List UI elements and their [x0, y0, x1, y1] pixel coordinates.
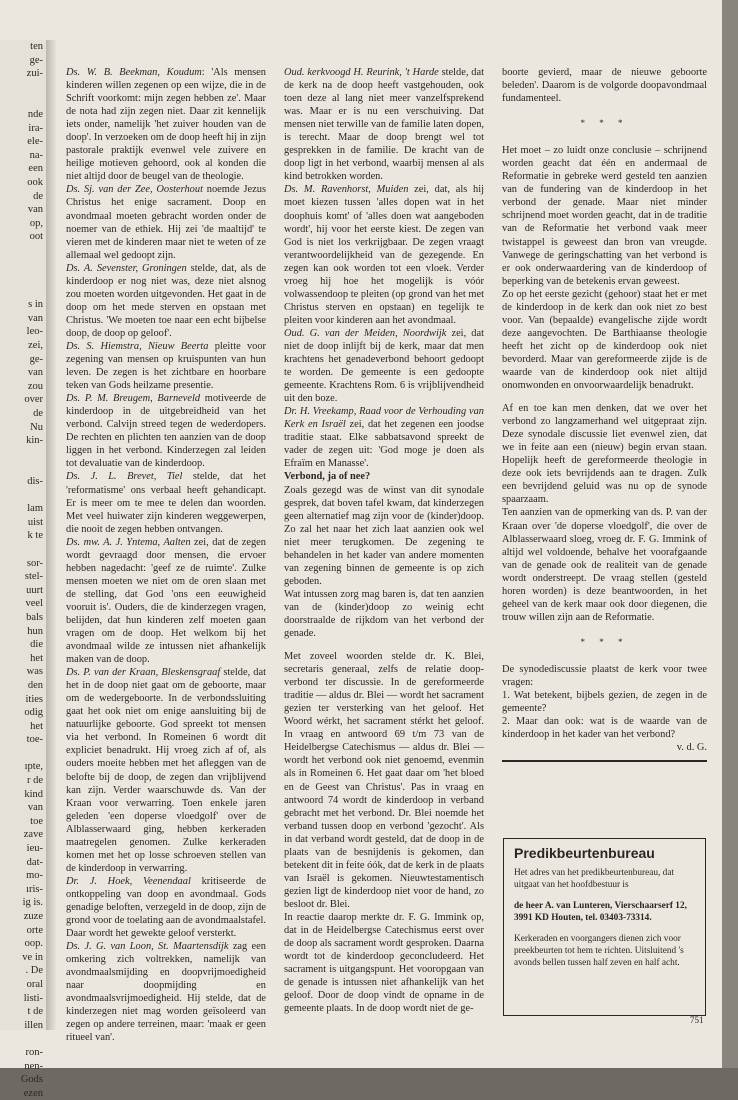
paragraph: Af en toe kan men denken, dat we over het verbond zo langzamerhand wel uitgepraat zijn. Deze synodale discussie liet evenwel zien, dat we in feite aan een (nieuw) begin ervan staan. Hopelijk heeft de gereformeerde theologie in deze ook iets bevrijdends aan te dragen. Zulk een bevrijdend geluid was nu op de synode spaarzaam.	[502, 403, 707, 506]
box-text: Kerkeraden en voorgangers dienen zich voor preekbeurten tot hem te richten. Uitsluitend 's avonds bellen tussen half zeven en half acht.	[514, 934, 684, 968]
paragraph: boorte gevierd, maar de nieuwe geboorte beleden'. Daarom is de volgorde doopavondmaal fundamenteel.	[502, 67, 707, 105]
previous-page-fragment: van	[27, 367, 43, 379]
previous-page-fragment: dat-	[26, 856, 43, 868]
speaker-entry	[66, 392, 266, 470]
previous-page-fragment: die	[30, 639, 43, 651]
previous-page-fragment: Nu	[30, 421, 43, 433]
previous-page-fragment: ge-	[29, 353, 43, 365]
speaker-text: : 'Als mensen kinderen willen zegenen op een wijze, die in de Schrift voorkomt: mijn zegen hebben ze'. Maar de nota had zijn zegen niet. Daar zit kennelijk iets onder, namelijk 'het zuiver houden van de doop'. In verzoeken om de doop heeft hij in zijn pastorale praktijk evenwel vele zuivere en heilige motieven gehoord, ook al konden die niet altijd door de beugel van de theologie.	[66, 67, 266, 183]
previous-page-fragment: na-	[29, 149, 43, 161]
previous-page-fragment: over	[24, 394, 43, 406]
speaker-entry	[284, 405, 484, 470]
previous-page-fragment: nde	[27, 108, 43, 120]
previous-page-fragment: ieu-	[26, 843, 43, 855]
question-2: 2. Maar dan ook: wat is de waarde van de kinderdoop in het kader van het verbond?	[502, 716, 707, 741]
previous-page-fragment: bals	[26, 611, 43, 623]
previous-page-fragment: k te	[27, 530, 43, 542]
column-2	[284, 66, 484, 1015]
previous-page-fragment	[0, 258, 46, 272]
column-3	[502, 66, 707, 762]
previous-page-fragment: de	[33, 408, 43, 420]
speaker-text: stelde, dat, als de kinderdoop er nog niet was, deze niet alsnog zou moeten worden uitgevonden. Het gaat in de doop om het mede sterven en opstaan met Christus. 'We moeten toe naar een echt bijbelse doop, de doop op geloof'.	[66, 262, 266, 339]
previous-page-fragment: ge-	[29, 54, 43, 66]
speaker-text: zei, dat, als hij moet kiezen tussen 'alles dopen wat in het doophuis komt' of 'alles doen wat aangeboden wordt', hij voor het eerste kiest. De zegen van God is niet los verkrijgbaar. De zegen vraagt verantwoordelijkheid van de gezegende. En zegen kan ook worden tot een vloek. Verder vroeg hij hoe het mogelijk is vóór volwassendoop te pleiten (op grond van het met Christus sterven en opstaan) en tegelijk te pleiten voor kinderen aan het avondmaal.	[284, 184, 484, 326]
info-box	[503, 838, 706, 1016]
speaker-name: Ds. A. Sevenster, Groningen	[66, 262, 187, 274]
previous-page-fragment: illen	[24, 1019, 43, 1031]
previous-page-fragment: zei,	[28, 340, 43, 352]
previous-page-fragment	[0, 271, 46, 285]
previous-page-fragment: ities	[25, 693, 43, 705]
previous-page-fragment	[0, 94, 46, 108]
previous-page-fragment	[0, 489, 46, 503]
speaker-name: Dr. J. Hoek, Veenendaal	[66, 875, 191, 887]
previous-page-fragment: uurt	[26, 584, 43, 596]
speaker-name: Dr. H. Vreekamp, Raad voor de Verhouding van Kerk en Israël	[284, 406, 484, 431]
previous-page-fragment: nen-	[24, 1060, 43, 1072]
paragraph: De synodediscussie plaatst de kerk voor twee vragen:	[502, 663, 707, 688]
box-title: Predikbeurtenbureau	[514, 845, 655, 861]
previous-page-fragment: zuze	[23, 911, 43, 922]
speaker-text: stelde, dat de kerk na de doop heeft vastgehouden, ook toen deze al lang niet meer vanzelfsprekend was. Maar er is nu een verschuiving. Dat mensen niet terwille van de familie laten dopen, is terecht. Maar de doop brengt wel tot gesprekken in de familie. De kracht van de doop ligt in het verbond, waarbij mensen al als kind betrokken worden.	[284, 67, 484, 183]
speaker-text: stelde, dat het 'reformatisme' ons verbaal heeft gehandicapt. Er is meer om te mee te delen dan woorden. Met veel huiwater zijn kinderen weggewerpen, die nooit de zegen hebben ontvangen.	[66, 471, 266, 535]
speaker-text: stelde, dat het in de doop niet gaat om de geboorte, maar om de wedergeboorte. In de verbondssluiting gaat het ook niet om enige aansluiting bij de natuurlijke geboorte. God spreekt tot mensen via het verbond. In Romeinen 6 wordt dit expliciet benadrukt. Hij vroeg zich af of, als ouders moeite hebben met het afleggen van de belofte bij de doop, de zegen dan vrijblijvend kan zijn. Verder waarschuwde ds. Van der Kraan voor verwarring. Toen enkele jaren geleden 'een doperse vloedgolf' over de Alblasserwaard ging, hebben kerkeraden maatregelen genomen. Zulke kerkeraden komen met het op losse schroeven stellen van de kinderdoop in verwarring.	[66, 667, 266, 874]
previous-page-fragment: oot	[29, 231, 43, 243]
previous-page-fragment: dis-	[27, 476, 43, 487]
previous-page-fragment: een	[28, 163, 43, 175]
speaker-text: zag een omkering zich voltrekken, namelijk van avondmaalsmijding en doopvrijmoedigheid naar doopmijding en avondmaalsvrijmoedigheid. Hij stelde, dat de kinderzegen niet mag worden geïsoleerd van zegen op andere terreinen, maar: 'maak er geen ritueel van'.	[66, 941, 266, 1044]
previous-page-fragment: hun	[27, 625, 43, 637]
section-separator: * * *	[580, 636, 629, 647]
previous-page-fragment	[0, 81, 46, 95]
section-separator: * * *	[580, 118, 629, 129]
previous-page-strip	[0, 40, 47, 1099]
page-number: 751	[690, 1015, 704, 1025]
previous-page-fragment: zou	[27, 380, 43, 392]
section-heading: Verbond, ja of nee?	[284, 471, 371, 483]
previous-page-fragment: van	[27, 204, 43, 216]
speaker-entry	[66, 536, 266, 666]
speaker-text: zei, dat niet de doop inlijft bij de kerk, maar dat men krachtens het genadeverbond behoort gedoopt te worden. De gemeente is een gedoopte gemeente. Krachtens Rom. 6 is vrijblijvendheid uit den boze.	[284, 327, 484, 405]
previous-page-fragment	[0, 543, 46, 557]
speaker-entry	[66, 66, 266, 183]
previous-page-fragment: mo-	[26, 870, 43, 882]
previous-page-fragment: veel	[25, 598, 43, 610]
previous-page-fragment: ten	[30, 41, 43, 52]
author-signature: v. d. G.	[676, 742, 707, 754]
previous-page-fragment: lam	[27, 503, 43, 515]
previous-page-fragment: was	[26, 666, 43, 678]
previous-page-fragment: den	[27, 679, 43, 691]
previous-page-fragment: ve in	[22, 951, 43, 963]
previous-page-fragment	[0, 244, 46, 258]
paragraph: Ten aanzien van de opmerking van ds. P. van der Kraan over 'de doperse vloedgolf', die over de Alblasserwaard sloeg, vroeg dr. F. G. Immink of altijd wel voldoende, behalve het voorafgaande van de genade ook de realiteit van de genade wordt onderstreept. De vraag stellen (gesteld horen worden) is deze beantwoorden, in het geheel van de kerk maar ook door diegenen, die trouw willen zijn aan de Reformatie.	[502, 507, 707, 623]
previous-page-fragment: het	[30, 652, 43, 664]
speaker-text: noemde Jezus Christus het enige sacrament. Doop en avondmaal moeten gebracht worden onder de noemer van de ethiek. Hij zei 'de maaltijd' te vieren met de kinderen maar niet te weten of ze allemaal wel gedoopt zijn.	[66, 184, 266, 261]
paragraph: In reactie daarop merkte dr. F. G. Immink op, dat in de Heidelbergse Catechismus eerst over de doop als sacrament wordt gesproken. Daarna wordt tot de kinderdoop geconcludeerd. Het sacrament is uitgangspunt. Het vooropgaan van de genade is intussen niet afhankelijk van het geloof. Door de doop vindt de opname in de gemeente plaats. In de doop wordt niet de ge-	[284, 912, 484, 1015]
previous-page-fragment: op,	[29, 217, 43, 229]
previous-page-fragment: odig	[24, 707, 43, 719]
paragraph: Het moet – zo luidt onze conclusie – schrijnend worden geacht dat één en andermaal de Reformatie in gebreke werd gesteld ten aanzien van de fundering van de kinderdoop in het verbond der genade. Maar niet minder schrijnend moet worden geacht, dat in de traditie van de Reformatie het verbond vaak meer twistappel is geweest dan bron van vreugde. Vanwege de geringschatting van het verbond is er ook onderwaardering van de kinderdoop of beperking van de betekenis ervan geweest.	[502, 145, 707, 287]
speaker-entry	[66, 875, 266, 940]
paragraph: Wat intussen zorg mag baren is, dat ten aanzien van de (kinder)doop zo weinig echt doorstraalde de rijkdom van het verbond der genade.	[284, 588, 484, 640]
previous-page-fragment: . De	[25, 965, 43, 977]
speaker-text: kritiseerde de ontkoppeling van doop en avondmaal. Gods genadige beloften, verzegeld in de doop, zijn de grond voor de toelating aan de avondmaalstafel. Daar wordt het gewekte geloof versterkt.	[66, 875, 266, 940]
page-gutter	[46, 40, 56, 1030]
divider	[502, 760, 707, 762]
page-edge	[722, 0, 738, 1068]
previous-page-fragment: r de	[26, 775, 43, 787]
speaker-entry	[284, 66, 484, 183]
previous-page-fragment: s in	[28, 299, 43, 311]
speaker-text: zei, dat het zegenen een joodse traditie staat. Elke sabbatsavond spreekt de vader de zegen uit: 'God moge je doen als Efraïm en Manasse'.	[284, 419, 484, 470]
speaker-text: pleitte voor zegening van mensen op kruispunten van hun leven. De zegen is het zichtbare en hoorbare teken van Gods heilzame presentie.	[66, 340, 266, 392]
speaker-name: Ds. Sj. van der Zee, Oosterhout	[66, 184, 203, 196]
previous-page-fragment: ezen	[23, 1087, 43, 1099]
previous-page-fragment	[0, 285, 46, 299]
previous-page-fragment: toe	[30, 815, 43, 827]
speaker-name: Ds. P. van der Kraan, Bleskensgraaf	[66, 667, 221, 679]
previous-page-fragment: zui-	[26, 68, 43, 80]
box-address: de heer A. van Lunteren, Vierschaarserf 12, 3991 KD Houten, tel. 03403-73314.	[514, 901, 687, 923]
speaker-name: Ds. J. L. Brevet, Tiel	[66, 471, 183, 483]
previous-page-fragment: de	[33, 190, 43, 202]
previous-page-fragment: zave	[23, 829, 43, 841]
speaker-entry	[284, 327, 484, 405]
speaker-entry	[66, 940, 266, 1044]
speaker-entry	[284, 183, 484, 327]
speaker-name: Ds. J. G. van Loon, St. Maartensdijk	[66, 941, 229, 953]
previous-page-fragment: t de	[27, 1006, 43, 1018]
paragraph: Zo op het eerste gezicht (gehoor) staat het er met de kinderdoop in de kerk dan ook niet zo best voor. Van (bepaalde) evangelische zijde wordt deze aangevochten. De Barthiaanse theologie heeft het zicht op de kinderdoop ook niet bevorderd. Maar van gereformeerde zijde is de waarde van de kinderdoop ook niet altijd onomwonden en onvoorwaardelijk benadrukt.	[502, 288, 707, 392]
previous-page-fragment: van	[27, 312, 43, 324]
speaker-entry	[66, 183, 266, 261]
previous-page-fragment	[0, 448, 46, 462]
box-text: Het adres van het predikbeurtenbureau, dat uitgaat van het hoofdbestuur is	[514, 868, 675, 890]
question-1: 1. Wat betekent, bijbels gezien, de zegen in de gemeente?	[502, 690, 707, 715]
previous-page-fragment: oral	[26, 978, 43, 990]
previous-page-fragment: het	[30, 720, 43, 732]
speaker-entry	[66, 666, 266, 875]
previous-page-fragment: ron-	[25, 1046, 43, 1058]
previous-page-fragment: ele-	[27, 136, 43, 148]
speaker-text: zei, dat de zegen wordt gevraagd door mensen, die ervoer hebben nagedacht: 'geef ze de ruimte'. Zulke mensen moeten we niet om de oren slaan met de stelling, dat God 'ons een eeuwigheid vooruit is'. Ouders, die de kinderzegen vragen, belijden, dat hun kinderen zelf moeten gaan vragen om de doop. Het welkom bij het avondmaal wilde ze intussen niet afhankelijk maken van de doop.	[66, 536, 266, 666]
speaker-name: Ds. W. B. Beekman, Koudum	[66, 67, 202, 78]
column-1	[66, 66, 266, 1045]
speaker-name: Oud. G. van der Meiden, Noordwijk	[284, 327, 447, 339]
speaker-name: Ds. S. Hiemstra, Nieuw Beerta	[66, 340, 209, 352]
speaker-name: Ds. mw. A. J. Yntema, Aalten	[66, 536, 191, 548]
previous-page-fragment	[0, 461, 46, 475]
previous-page-fragment: oop.	[24, 938, 43, 950]
previous-page-fragment: ıris-	[26, 883, 43, 895]
previous-page-fragment: toe-	[26, 734, 43, 746]
previous-page-fragment: kind	[24, 788, 43, 800]
previous-page-fragment: listi-	[23, 992, 43, 1004]
speaker-entry	[66, 262, 266, 340]
speaker-entry	[66, 340, 266, 392]
previous-page-fragment	[0, 1032, 46, 1046]
paragraph: Met zoveel woorden stelde dr. K. Blei, secretaris generaal, zelfs de relatie doop-verbond ter discussie. In de gereformeerde traditie — aldus dr. Blei — wordt het sacrament gezien ter versterking van het geloof. Het Woord wérkt, het sacrament stérkt het geloof. In vraag en antwoord 69 t/m 73 van de Heidelbergse Catechismus — aldus dr. Blei — wordt het verbond ook niet genoemd, evenmin als in Romeinen 6. Het gaat daar om 'het bloed en de Geest van Christus'. Pas in vraag en antwoord 74 wordt de kinderdoop in verband gebracht met het verbond. Dr. Blei noemde het verband tussen doop en verbond 'gezocht'. Als in dat verband wordt gesteld, dat de doop in de plaats van de besnijdenis is gekomen, dan betekent dit in feite óók, dat de kerk in de plaats van Israël is gekomen. Nieuwtestamentisch gezien ligt de kinderdoop niet voor de hand, zo besloot dr. Blei.	[284, 651, 484, 910]
previous-page-fragment: uist	[27, 516, 43, 528]
previous-page-fragment: ira-	[28, 122, 43, 134]
previous-page-fragment: ıpte,	[24, 761, 43, 773]
speaker-entry	[66, 470, 266, 535]
speaker-name: Ds. P. M. Breugem, Barneveld	[66, 393, 201, 405]
previous-page-fragment	[0, 747, 46, 761]
previous-page-fragment: Gods	[20, 1074, 43, 1086]
previous-page-fragment: kin-	[26, 435, 43, 447]
previous-page-fragment: orte	[26, 924, 43, 936]
speaker-text: motiveerde de kinderdoop in de uitgebreidheid van het verbond. Calvijn streed tegen de wederdopers. De rechten en plichten ten aanzien van de doop liggen in het verbond. Kinderzegen zal leiden tot devaluatie van de kinderdoop.	[66, 393, 266, 470]
previous-page-fragment: sor-	[26, 557, 43, 569]
previous-page-fragment: stel-	[24, 571, 43, 583]
previous-page-fragment: leo-	[26, 326, 43, 338]
paragraph: Zoals gezegd was de winst van dit synodale gesprek, dat boven tafel kwam, dat kinderzegen geen alternatief mag zijn voor de (kinder)doop. Zo zal het naar het zich laat aanzien ook wel niet meer terugkomen. De zegening te behandelen in het kader van andere momenten van zegening binnen de gemeente is op zich geboden.	[284, 484, 484, 587]
speaker-name: Ds. M. Ravenhorst, Muiden	[284, 184, 409, 196]
previous-page-fragment: van	[27, 802, 43, 814]
previous-page-fragment: ook	[27, 176, 43, 188]
previous-page-fragment: ig is.	[22, 897, 43, 909]
speaker-name: Oud. kerkvoogd H. Reurink, 't Harde	[284, 67, 439, 78]
